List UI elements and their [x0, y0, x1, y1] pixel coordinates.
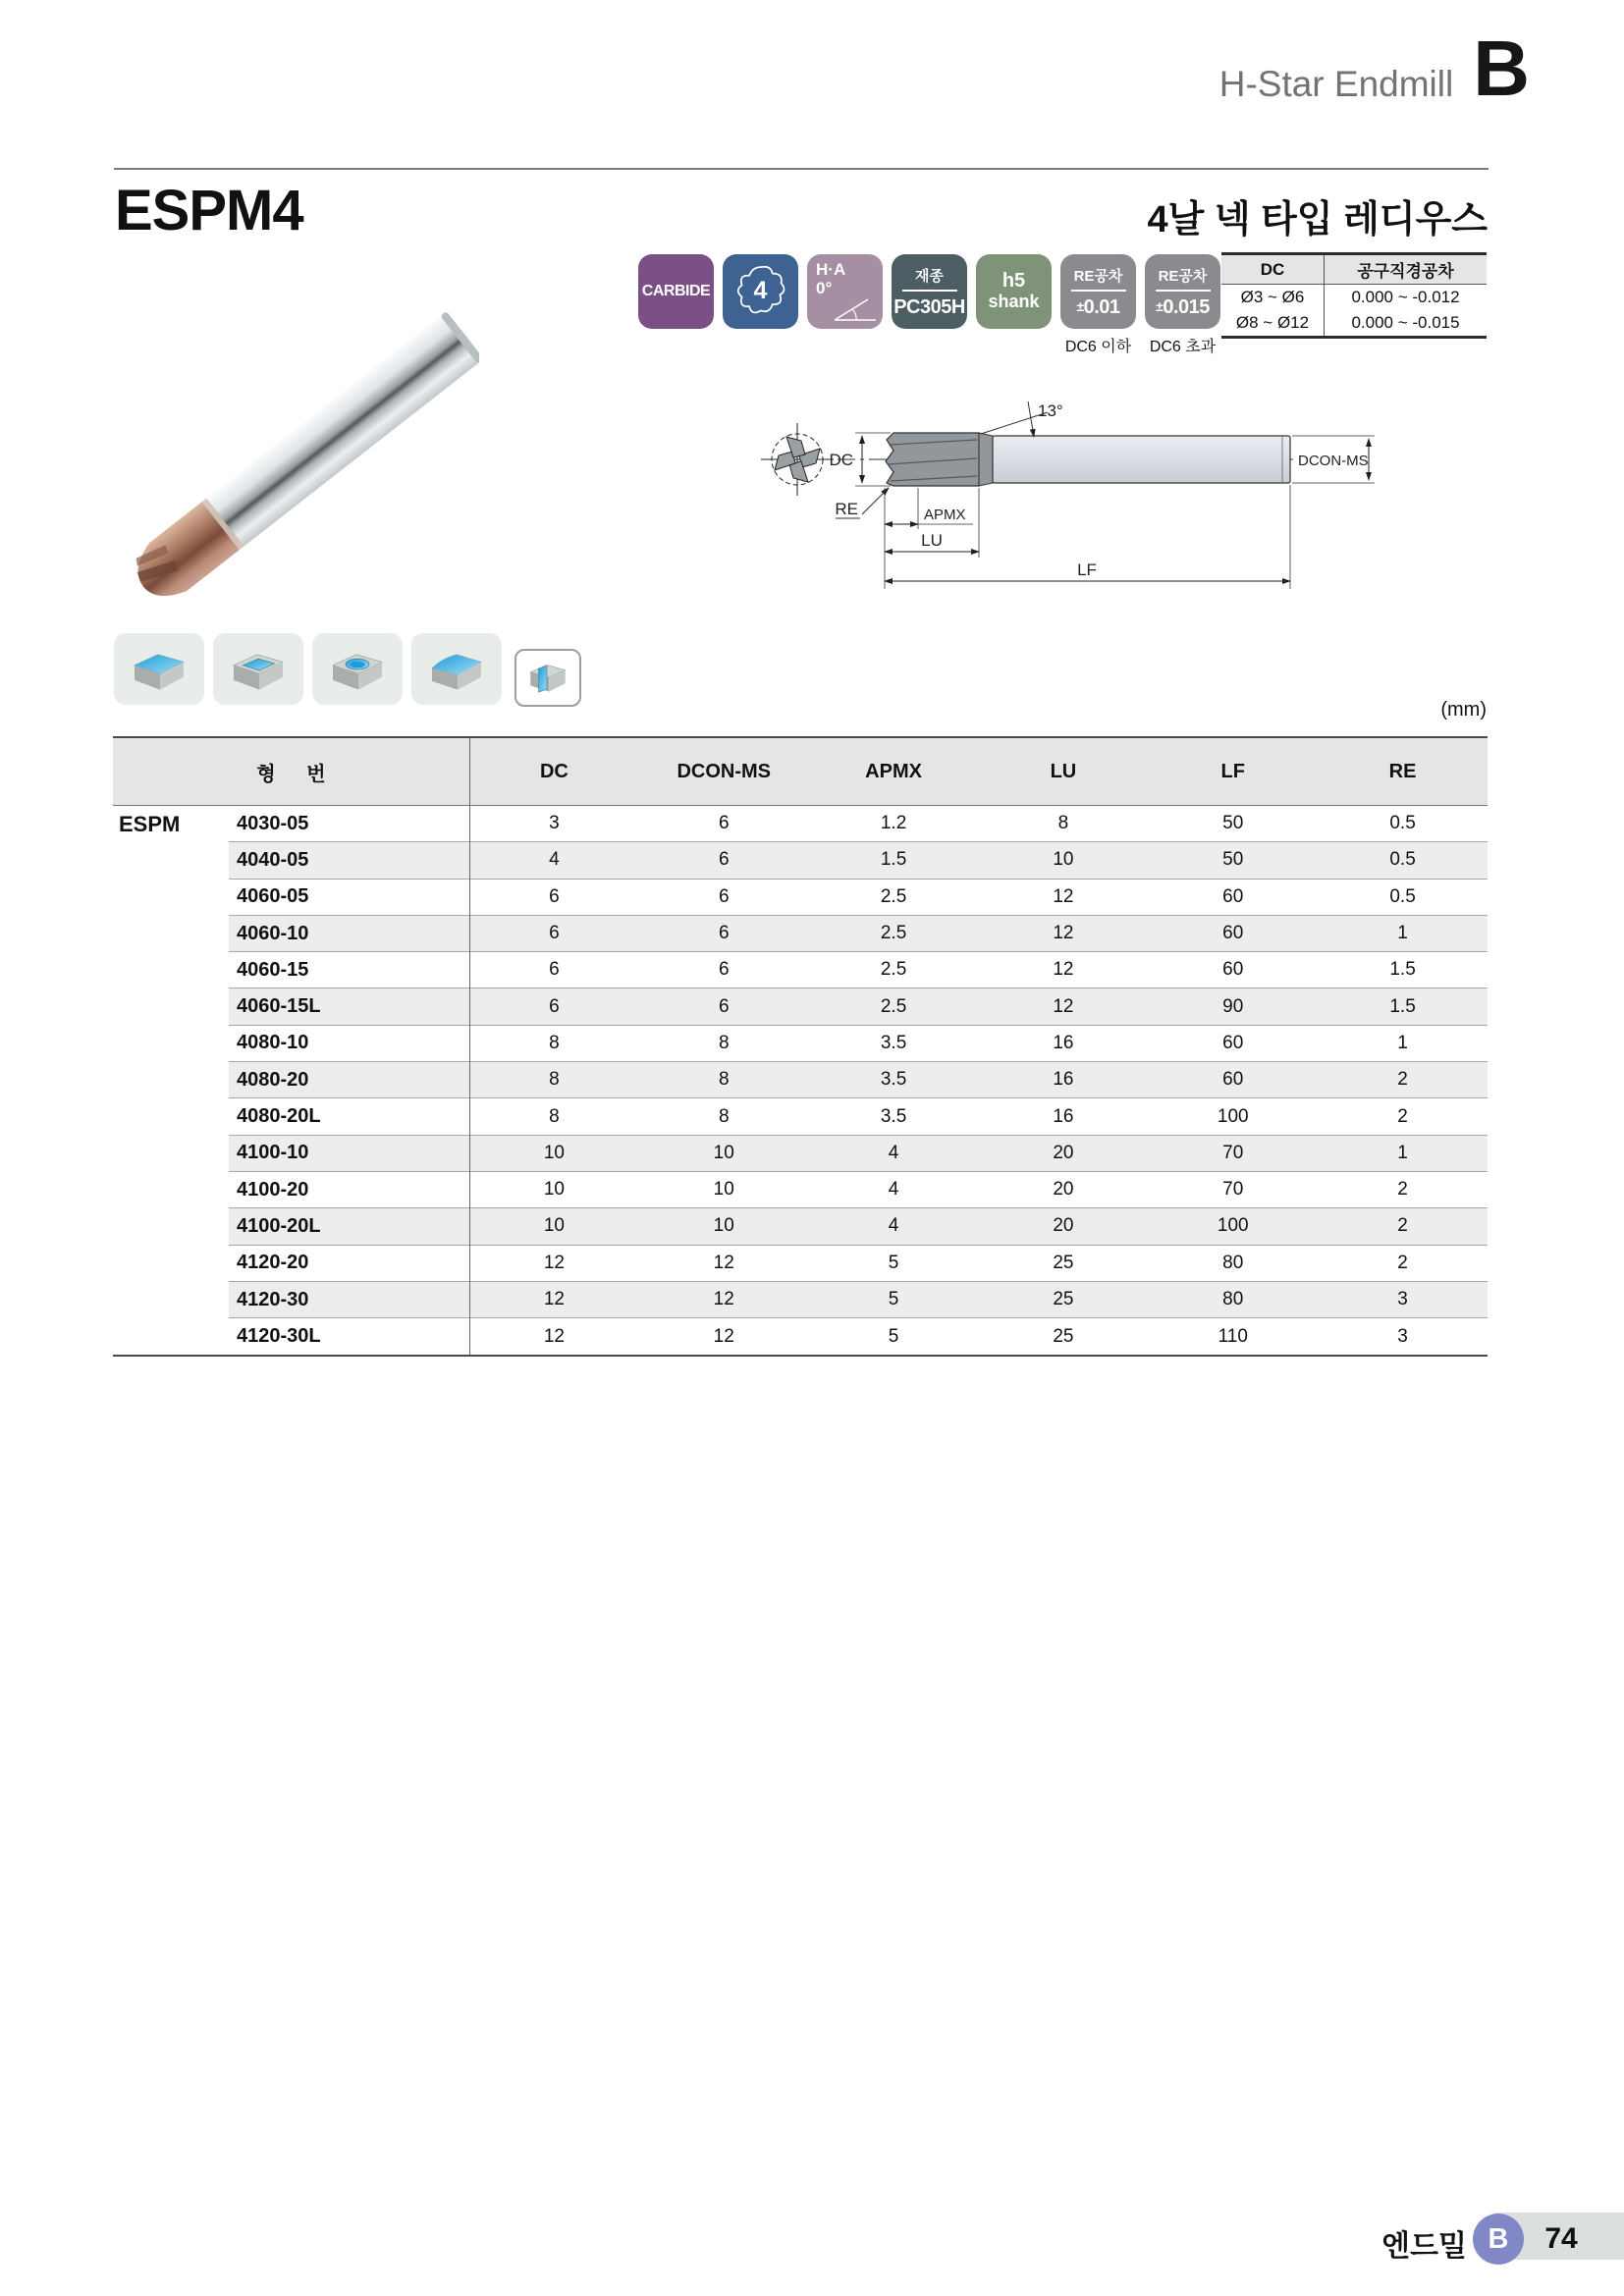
re-label: RE: [835, 500, 858, 518]
re-tol-label: RE공차: [1158, 267, 1208, 285]
lu-label: LU: [921, 531, 943, 550]
re-tol-condition: DC6 이하: [1064, 339, 1132, 355]
col-header-apmx: APMX: [865, 760, 922, 782]
lf-label: LF: [1077, 561, 1097, 579]
spec-value: 1: [1318, 916, 1488, 952]
series-label: [113, 880, 229, 916]
product-line-title: H-Star Endmill: [1218, 64, 1454, 104]
series-label: [113, 1208, 229, 1245]
col-header-re: RE: [1388, 760, 1417, 782]
tolerance-cell: 0.000 ~ -0.012: [1324, 285, 1487, 310]
series-label: [113, 1246, 229, 1282]
series-label: ESPM: [119, 811, 181, 836]
spec-value: 3: [469, 806, 639, 842]
model-number: 4030-05: [229, 806, 469, 842]
spec-value: 70: [1148, 1172, 1318, 1208]
spec-value: 8: [978, 806, 1148, 842]
table-row: [113, 1062, 1488, 1098]
section-letter: B: [1473, 25, 1530, 112]
circular-pocket-milling-icon: [312, 633, 403, 705]
shank-section: [993, 436, 1290, 483]
grade-label: 재종: [915, 267, 944, 285]
spec-value: 6: [469, 880, 639, 916]
spec-value: 6: [639, 952, 809, 988]
spec-value: 0.5: [1318, 806, 1488, 842]
spec-value: 2: [1318, 1246, 1488, 1282]
model-number: 4060-10: [229, 916, 469, 952]
pocket-milling-icon: [213, 633, 303, 705]
spec-value: 1: [1318, 1026, 1488, 1062]
shank-word: shank: [988, 292, 1040, 311]
tolerance-cell: Ø8 ~ Ø12: [1235, 313, 1310, 332]
column-divider: [469, 738, 470, 1355]
footer-category: 엔드밀: [1381, 2230, 1467, 2263]
spec-value: 3: [1397, 1325, 1408, 1347]
product-photo: [77, 293, 479, 626]
shank-class: h5: [1001, 270, 1026, 292]
model-number: 4060-15L: [229, 988, 469, 1025]
model-number: 4120-30L: [237, 1325, 321, 1348]
spec-value: 1.5: [1318, 952, 1488, 988]
spec-value: 8: [469, 1062, 639, 1098]
spec-value: 5: [809, 1282, 979, 1318]
table-row: [113, 1172, 1488, 1208]
profile-milling-icon: [411, 633, 502, 705]
header-rule: [114, 168, 1489, 170]
angle-icon: [833, 295, 878, 322]
spec-value: 12: [978, 952, 1148, 988]
helix-label: H·A: [816, 260, 846, 279]
spec-value: 6: [639, 916, 809, 952]
spec-value: 8: [469, 1026, 639, 1062]
tol-col-header: DC: [1260, 259, 1285, 279]
spec-value: 6: [639, 988, 809, 1025]
flute-count: 4: [753, 276, 768, 304]
table-row: [113, 806, 1488, 842]
model-number: 4120-30: [229, 1282, 469, 1318]
spec-value: 8: [639, 1062, 809, 1098]
series-label: [113, 916, 229, 952]
feature-badges: [638, 254, 1229, 356]
spec-value: 10: [469, 1172, 639, 1208]
spec-value: 2: [1318, 1172, 1488, 1208]
helix-angle-badge: [807, 254, 883, 329]
tolerance-row: [1221, 310, 1487, 336]
spec-value: 20: [978, 1208, 1148, 1245]
model-number: 4120-20: [229, 1246, 469, 1282]
spec-value: 12: [639, 1282, 809, 1318]
spec-value: 1.5: [809, 842, 979, 879]
spec-value: 12: [978, 988, 1148, 1025]
footer-page-number: 74: [1544, 2222, 1578, 2255]
spec-value: 16: [978, 1098, 1148, 1135]
footer-section-badge: B: [1473, 2214, 1524, 2265]
spec-value: 10: [639, 1136, 809, 1172]
page-header: [1218, 25, 1530, 112]
spec-value: 8: [639, 1026, 809, 1062]
spec-value: 12: [978, 880, 1148, 916]
re-tolerance-badge-small: RE공차 ±0.01: [1060, 254, 1136, 329]
spec-value: 10: [639, 1172, 809, 1208]
model-number: 4080-20L: [229, 1098, 469, 1135]
shank-tolerance-badge: [976, 254, 1052, 329]
spec-value: 12: [713, 1325, 734, 1347]
spec-table: [113, 736, 1488, 1357]
spec-value: 12: [469, 1282, 639, 1318]
series-label: [113, 1282, 229, 1318]
spec-value: 6: [469, 952, 639, 988]
re-tol-value: 0.01: [1083, 295, 1120, 318]
spec-value: 16: [978, 1062, 1148, 1098]
carbide-badge: CARBIDE: [638, 254, 714, 329]
spec-value: 25: [978, 1282, 1148, 1318]
spec-value: 25: [1053, 1325, 1074, 1347]
unit-note: (mm): [1440, 699, 1487, 721]
apmx-label: APMX: [924, 507, 966, 523]
tolerance-table-body: [1221, 285, 1487, 336]
spec-value: 12: [978, 916, 1148, 952]
technical-drawing: [743, 386, 1377, 616]
spec-value: 16: [978, 1026, 1148, 1062]
spec-value: 3: [1318, 1282, 1488, 1318]
series-label: [113, 1172, 229, 1208]
spec-value: 12: [639, 1246, 809, 1282]
spec-value: 4: [469, 842, 639, 879]
spec-value: 2.5: [809, 988, 979, 1025]
spec-value: 80: [1148, 1282, 1318, 1318]
table-row: [113, 1098, 1488, 1135]
table-row: [113, 1208, 1488, 1245]
spec-value: 6: [469, 916, 639, 952]
spec-value: 3.5: [809, 1098, 979, 1135]
flute-count-badge: [723, 254, 798, 329]
spec-value: 4: [809, 1208, 979, 1245]
spec-value: 2.5: [809, 880, 979, 916]
series-label: [113, 1026, 229, 1062]
material-grade-badge: [892, 254, 967, 329]
tol-col-header: 공구직경공차: [1324, 255, 1487, 284]
grade-value: PC305H: [893, 295, 965, 318]
tolerance-cell: Ø3 ~ Ø6: [1240, 288, 1305, 306]
spec-value: 10: [978, 842, 1148, 879]
spec-value: 5: [809, 1246, 979, 1282]
series-label: [113, 1098, 229, 1135]
page-title: ESPM4: [115, 179, 303, 242]
spec-value: 3.5: [809, 1026, 979, 1062]
spec-value: 50: [1148, 842, 1318, 879]
table-row: [113, 1318, 1488, 1355]
spec-value: 12: [543, 1325, 565, 1347]
re-tol-condition: DC6 초과: [1149, 339, 1217, 355]
model-number: 4060-15: [229, 952, 469, 988]
model-number: 4040-05: [229, 842, 469, 879]
application-icons: [114, 633, 590, 707]
table-row: [113, 988, 1488, 1025]
spec-value: 10: [469, 1208, 639, 1245]
table-row: [113, 1282, 1488, 1318]
model-number: 4080-10: [229, 1026, 469, 1062]
table-row: [113, 1026, 1488, 1062]
spec-value: 25: [978, 1246, 1148, 1282]
spec-value: 1: [1318, 1136, 1488, 1172]
spec-value: 8: [469, 1098, 639, 1135]
spec-value: 1.2: [809, 806, 979, 842]
table-row: [113, 1136, 1488, 1172]
slot-milling-icon: [514, 649, 581, 707]
spec-value: 0.5: [1318, 880, 1488, 916]
spec-value: 1.5: [1318, 988, 1488, 1025]
tolerance-cell: 0.000 ~ -0.015: [1324, 310, 1487, 336]
spec-value: 12: [469, 1246, 639, 1282]
spec-value: 20: [978, 1136, 1148, 1172]
end-view-icon: [761, 423, 834, 496]
col-header-lu: LU: [1050, 760, 1077, 782]
tolerance-row: [1221, 285, 1487, 310]
table-row: [113, 916, 1488, 952]
model-number: 4060-05: [229, 880, 469, 916]
table-row: [113, 952, 1488, 988]
series-label: [113, 1136, 229, 1172]
product-subtitle: 4날 넥 타입 레디우스: [1147, 199, 1488, 240]
spec-value: 6: [639, 880, 809, 916]
spec-value: 90: [1148, 988, 1318, 1025]
dc-label: DC: [829, 451, 853, 469]
spec-value: 10: [469, 1136, 639, 1172]
spec-value: 4: [809, 1136, 979, 1172]
spec-value: 60: [1148, 880, 1318, 916]
spec-value: 3.5: [809, 1062, 979, 1098]
spec-value: 20: [978, 1172, 1148, 1208]
col-header-dcon: DCON-MS: [677, 760, 772, 782]
col-header-lf: LF: [1220, 760, 1245, 782]
spec-value: 6: [639, 842, 809, 879]
endmill-shank: [205, 311, 479, 548]
spec-value: 60: [1148, 952, 1318, 988]
spec-value: 60: [1148, 1026, 1318, 1062]
diameter-tolerance-table: [1221, 252, 1487, 339]
spec-value: 80: [1148, 1246, 1318, 1282]
model-number: 4080-20: [229, 1062, 469, 1098]
model-number: 4100-10: [229, 1136, 469, 1172]
table-row: [113, 842, 1488, 879]
spec-value: 5: [888, 1325, 899, 1347]
spec-value: 2: [1318, 1062, 1488, 1098]
face-milling-icon: [114, 633, 204, 705]
re-tol-label: RE공차: [1073, 267, 1123, 285]
series-label: [113, 1318, 229, 1355]
spec-value: 2: [1318, 1208, 1488, 1245]
model-number: 4100-20L: [229, 1208, 469, 1245]
col-header-model: 형 번: [256, 763, 326, 785]
helix-angle: 0°: [816, 278, 833, 297]
neck-angle-label: 13°: [1038, 401, 1063, 420]
series-label: [113, 988, 229, 1025]
series-label: [113, 952, 229, 988]
table-row: [113, 1246, 1488, 1282]
spec-value: 60: [1148, 916, 1318, 952]
spec-value: 100: [1148, 1098, 1318, 1135]
spec-value: 110: [1218, 1325, 1248, 1347]
spec-table-header: [113, 738, 1488, 806]
spec-value: 4: [809, 1172, 979, 1208]
re-tol-value: 0.015: [1163, 295, 1210, 318]
spec-value: 6: [469, 988, 639, 1025]
spec-value: 2: [1318, 1098, 1488, 1135]
spec-value: 70: [1148, 1136, 1318, 1172]
spec-value: 2.5: [809, 916, 979, 952]
spec-value: 100: [1148, 1208, 1318, 1245]
spec-value: 0.5: [1318, 842, 1488, 879]
col-header-dc: DC: [539, 760, 568, 782]
re-tolerance-badge-large: RE공차 ±0.015: [1145, 254, 1220, 329]
spec-value: 50: [1148, 806, 1318, 842]
spec-value: 60: [1148, 1062, 1318, 1098]
series-label: [113, 842, 229, 879]
series-label: [113, 1062, 229, 1098]
spec-table-body: [113, 806, 1488, 1355]
model-number: 4100-20: [229, 1172, 469, 1208]
spec-value: 8: [639, 1098, 809, 1135]
spec-value: 2.5: [809, 952, 979, 988]
table-row: [113, 880, 1488, 916]
dcon-label: DCON-MS: [1298, 453, 1369, 469]
spec-value: 10: [639, 1208, 809, 1245]
spec-value: 6: [639, 806, 809, 842]
